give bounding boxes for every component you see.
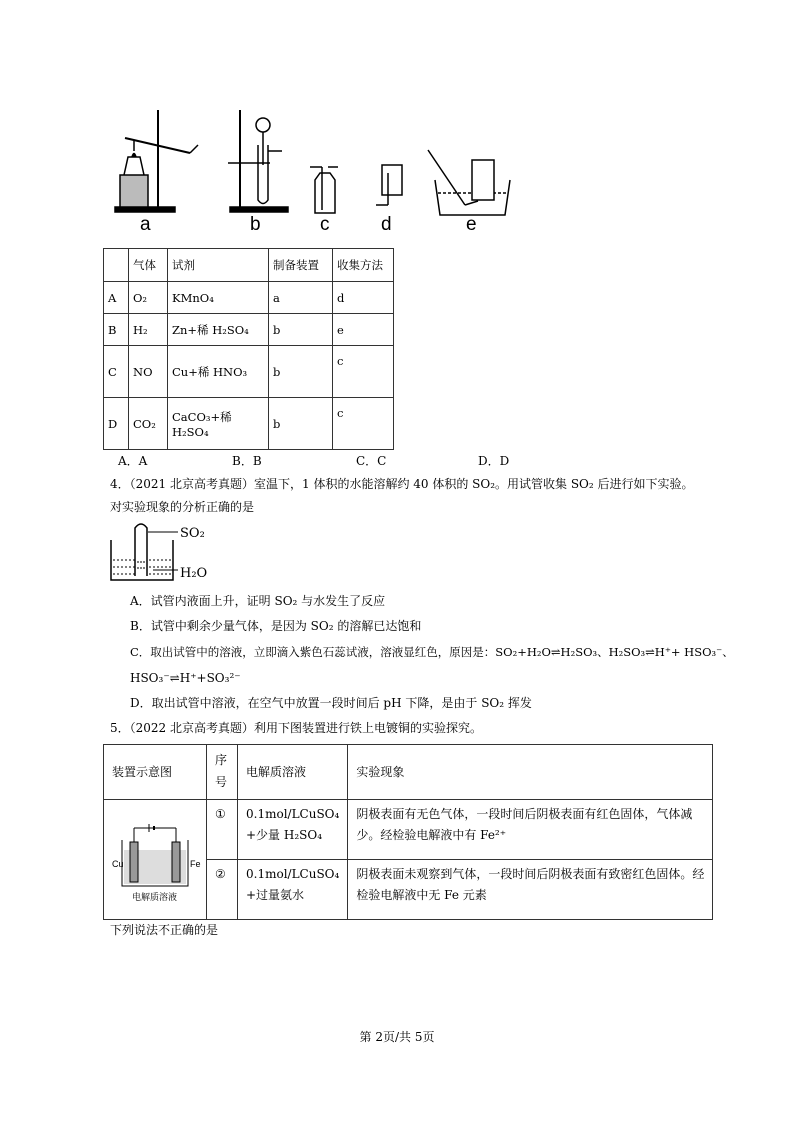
table-cell: c	[333, 398, 394, 450]
table-cell: ①	[207, 800, 238, 860]
table-header: 实验现象	[348, 745, 713, 800]
table-cell: 0.1mol/LCuSO₄ +少量 H₂SO₄	[238, 800, 348, 860]
apparatus-label-a: a	[140, 214, 151, 235]
q4-option-a: A．试管内液面上升，证明 SO₂ 与水发生了反应	[130, 594, 386, 608]
table-header: 电解质溶液	[238, 745, 348, 800]
q4-option-d: D．取出试管中溶液，在空气中放置一段时间后 pH 下降，是由于 SO₂ 挥发	[130, 696, 532, 710]
apparatus-a	[115, 110, 198, 212]
electrolysis-diagram-cell	[104, 800, 207, 920]
table-row	[104, 346, 394, 398]
table-cell: C	[104, 346, 129, 398]
table-cell: O₂	[129, 282, 168, 314]
table-cell: b	[269, 346, 333, 398]
table-cell: ②	[207, 860, 238, 920]
page-footer: 第 2页/共 5页	[359, 1030, 435, 1044]
choice-d: D．D	[478, 454, 510, 468]
table-row	[104, 282, 394, 314]
table-cell: 阴极表面有无色气体，一段时间后阴极表面有红色固体，气体减少。经检验电解液中有 Fe²⁺	[348, 800, 713, 860]
table-cell: Cu+稀 HNO₃	[168, 346, 269, 398]
choice-a: A．A	[118, 454, 148, 468]
table-cell: b	[269, 314, 333, 346]
table-cell: Zn+稀 H₂SO₄	[168, 314, 269, 346]
table-header	[104, 249, 129, 282]
table-header: 制备装置	[269, 249, 333, 282]
table-cell: CaCO₃+稀 H₂SO₄	[168, 398, 269, 450]
fe-electrode-label: Fe	[190, 859, 201, 869]
apparatus-label-b: b	[250, 214, 261, 235]
table-cell: a	[269, 282, 333, 314]
table-row	[104, 398, 394, 450]
table-cell: B	[104, 314, 129, 346]
table-header-row	[104, 745, 713, 800]
table-cell: KMnO₄	[168, 282, 269, 314]
apparatus-c	[310, 167, 338, 213]
so2-label: SO₂	[180, 526, 205, 541]
table-cell: e	[333, 314, 394, 346]
q4-stem-2: 对实验现象的分析正确的是	[110, 500, 255, 514]
table-cell: b	[269, 398, 333, 450]
table-cell: 阴极表面未观察到气体，一段时间后阴极表面有致密红色固体。经检验电解液中无 Fe 元素	[348, 860, 713, 920]
q4-option-c-cont: HSO₃⁻⇌H⁺+SO₃²⁻	[130, 671, 241, 685]
table-header: 试剂	[168, 249, 269, 282]
table-header-row	[104, 249, 394, 282]
electroplating-table	[103, 744, 713, 920]
table-cell: NO	[129, 346, 168, 398]
apparatus-label-e: e	[466, 214, 477, 235]
table-header: 序号	[207, 745, 238, 800]
q5-followup: 下列说法不正确的是	[110, 923, 219, 937]
table-cell: c	[333, 346, 394, 398]
h2o-label: H₂O	[180, 566, 208, 581]
apparatus-label-d: d	[381, 214, 392, 235]
table-header: 收集方法	[333, 249, 394, 282]
cu-electrode-label: Cu	[112, 859, 124, 869]
choice-c: C．C	[356, 454, 387, 468]
choice-b: B．B	[232, 454, 262, 468]
electrolyte-label: 电解质溶液	[132, 893, 178, 903]
gas-prep-table	[103, 248, 394, 450]
table-cell: d	[333, 282, 394, 314]
q4-option-b: B．试管中剩余少量气体，是因为 SO₂ 的溶解已达饱和	[130, 619, 422, 633]
table-cell: D	[104, 398, 129, 450]
apparatus-label-c: c	[320, 214, 330, 235]
table-cell: 0.1mol/LCuSO₄ +过量氨水	[238, 860, 348, 920]
table-header: 气体	[129, 249, 168, 282]
apparatus-b	[228, 110, 288, 212]
q5-stem: 5．（2022 北京高考真题）利用下图装置进行铁上电镀铜的实验探究。	[110, 721, 482, 735]
table-header: 装置示意图	[104, 745, 207, 800]
table-row	[104, 800, 713, 860]
apparatus-d	[376, 165, 402, 205]
table-cell: CO₂	[129, 398, 168, 450]
so2-tube-figure	[108, 518, 178, 584]
q4-stem: 4．（2021 北京高考真题）室温下，1 体积的水能溶解约 40 体积的 SO₂。用试管收集 SO₂ 后进行如下实验。	[110, 477, 694, 491]
apparatus-e	[428, 150, 510, 215]
table-cell: H₂	[129, 314, 168, 346]
table-row	[104, 314, 394, 346]
table-cell: A	[104, 282, 129, 314]
q4-option-c: C．取出试管中的溶液，立即滴入紫色石蕊试液，溶液显红色，原因是：SO₂+H₂O⇌H₂SO₃、H₂SO₃⇌H⁺+ HSO₃⁻、	[130, 645, 734, 659]
